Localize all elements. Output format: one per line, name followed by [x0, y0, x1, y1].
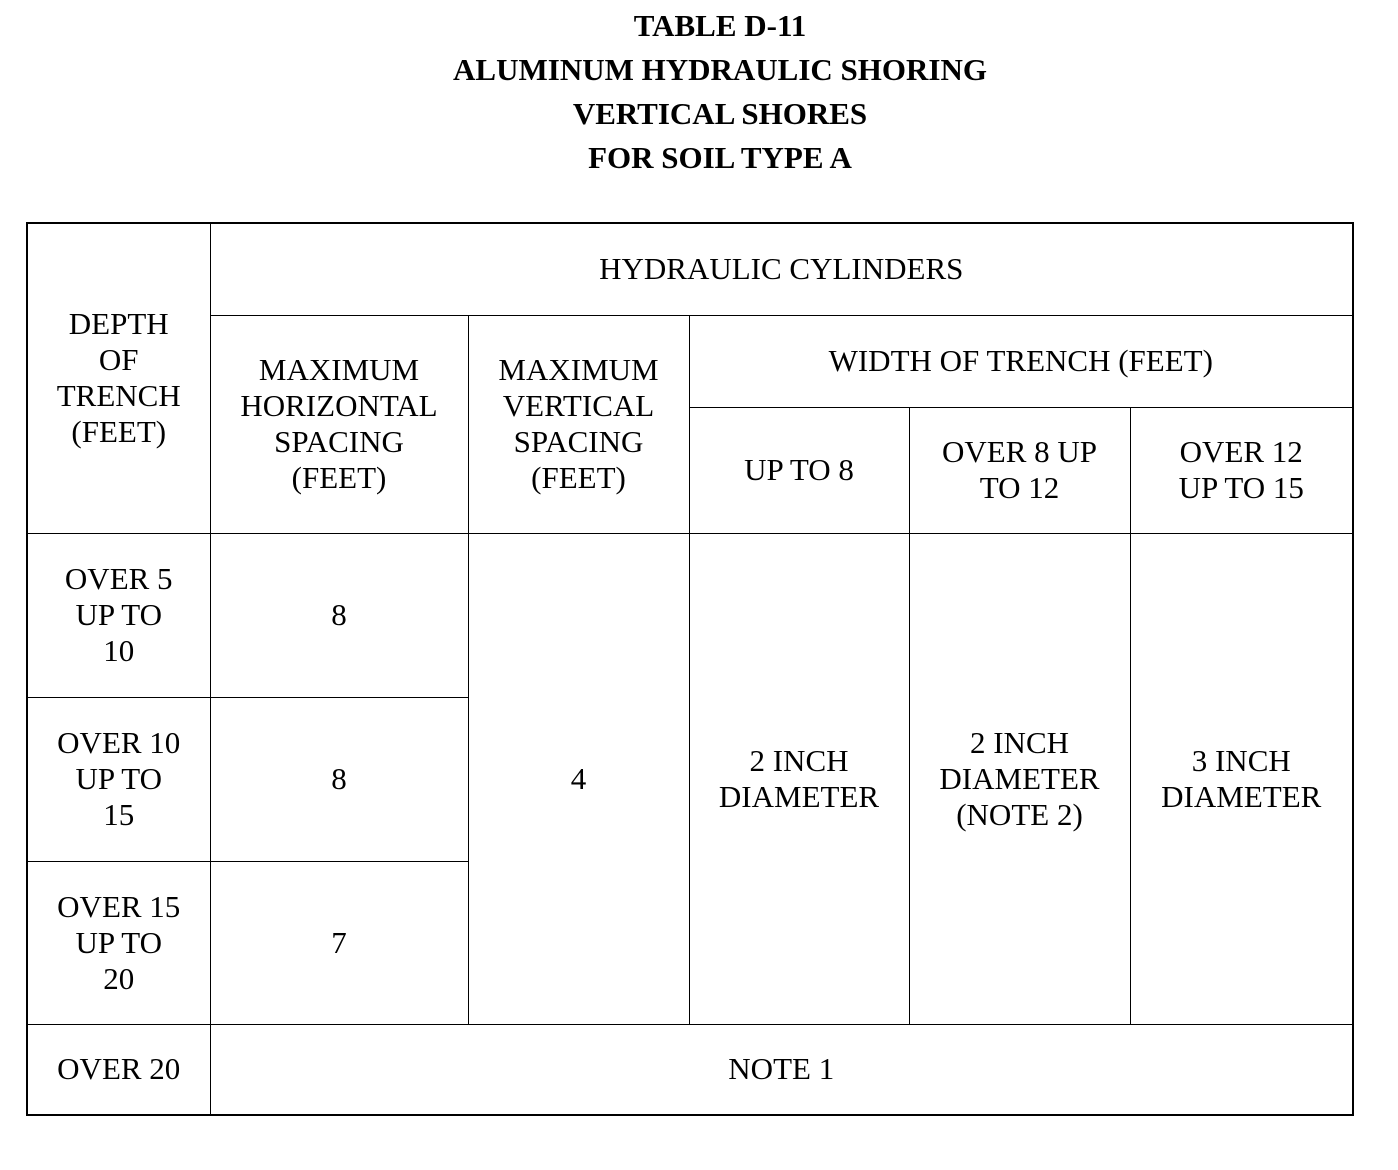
vertical-spacing-value: 4 [468, 533, 689, 1024]
header-max-horizontal-spacing: MAXIMUM HORIZONTAL SPACING (FEET) [210, 315, 468, 533]
diameter-over-8-up-to-12: 2 INCH DIAMETER (NOTE 2) [909, 533, 1130, 1024]
header-hydraulic-cylinders: HYDRAULIC CYLINDERS [210, 223, 1353, 315]
header-max-vertical-spacing: MAXIMUM VERTICAL SPACING (FEET) [468, 315, 689, 533]
horizontal-spacing-row-1: 8 [210, 533, 468, 697]
title-line-1: TABLE D-11 [633, 8, 807, 43]
depth-cell-over-20: OVER 20 [27, 1024, 210, 1115]
diameter-up-to-8: 2 INCH DIAMETER [689, 533, 909, 1024]
header-width-over-8-up-to-12: OVER 8 UP TO 12 [909, 407, 1130, 533]
header-width-of-trench: WIDTH OF TRENCH (FEET) [689, 315, 1353, 407]
depth-cell-row-2: OVER 10 UP TO 15 [27, 697, 210, 861]
header-width-up-to-8: UP TO 8 [689, 407, 909, 533]
title-line-4: FOR SOIL TYPE A [588, 140, 852, 175]
table-title [0, 4, 1398, 180]
header-depth-of-trench: DEPTH OF TRENCH (FEET) [27, 223, 210, 533]
title-line-2: ALUMINUM HYDRAULIC SHORING [453, 52, 987, 87]
depth-cell-row-3: OVER 15 UP TO 20 [27, 861, 210, 1024]
header-width-over-12-up-to-15: OVER 12 UP TO 15 [1130, 407, 1353, 533]
horizontal-spacing-row-2: 8 [210, 697, 468, 861]
shoring-table [26, 222, 1354, 1116]
horizontal-spacing-row-3: 7 [210, 861, 468, 1024]
title-line-3: VERTICAL SHORES [572, 96, 868, 131]
depth-cell-row-1: OVER 5 UP TO 10 [27, 533, 210, 697]
diameter-over-12-up-to-15: 3 INCH DIAMETER [1130, 533, 1353, 1024]
note-1-cell: NOTE 1 [210, 1024, 1353, 1115]
